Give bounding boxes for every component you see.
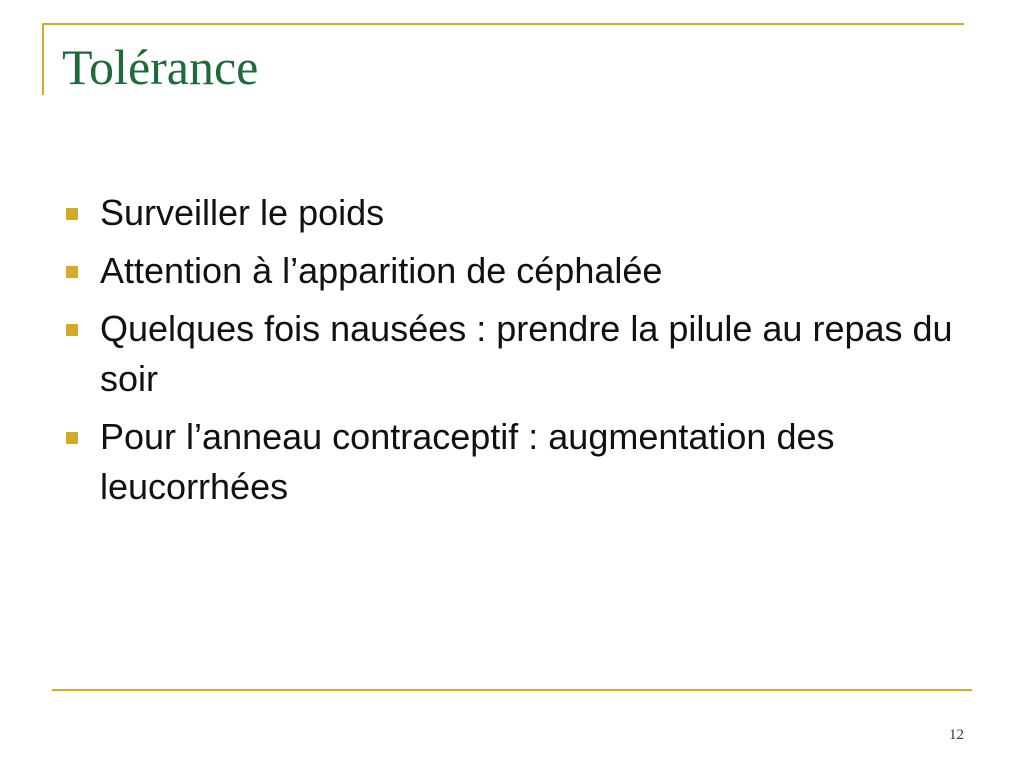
bullet-text: Pour l’anneau contraceptif : augmentation des leucorrhées bbox=[100, 416, 835, 507]
bullet-text: Attention à l’apparition de céphalée bbox=[100, 250, 663, 291]
bullet-item bbox=[100, 412, 960, 512]
page-number: 12 bbox=[949, 727, 964, 743]
bullet-item bbox=[100, 304, 960, 404]
square-bullet-icon bbox=[66, 266, 78, 278]
bullet-text: Surveiller le poids bbox=[100, 192, 385, 233]
bullet-text: Quelques fois nausées : prendre la pilule au repas du soir bbox=[100, 308, 953, 399]
left-accent-line bbox=[42, 23, 44, 95]
square-bullet-icon bbox=[66, 324, 78, 336]
bullet-item bbox=[100, 246, 960, 296]
square-bullet-icon bbox=[66, 208, 78, 220]
bullet-list bbox=[100, 188, 960, 520]
bottom-accent-line bbox=[52, 689, 972, 691]
bullet-item bbox=[100, 188, 960, 238]
slide-title: Tolérance bbox=[62, 39, 259, 95]
square-bullet-icon bbox=[66, 432, 78, 444]
top-accent-line bbox=[42, 23, 964, 25]
